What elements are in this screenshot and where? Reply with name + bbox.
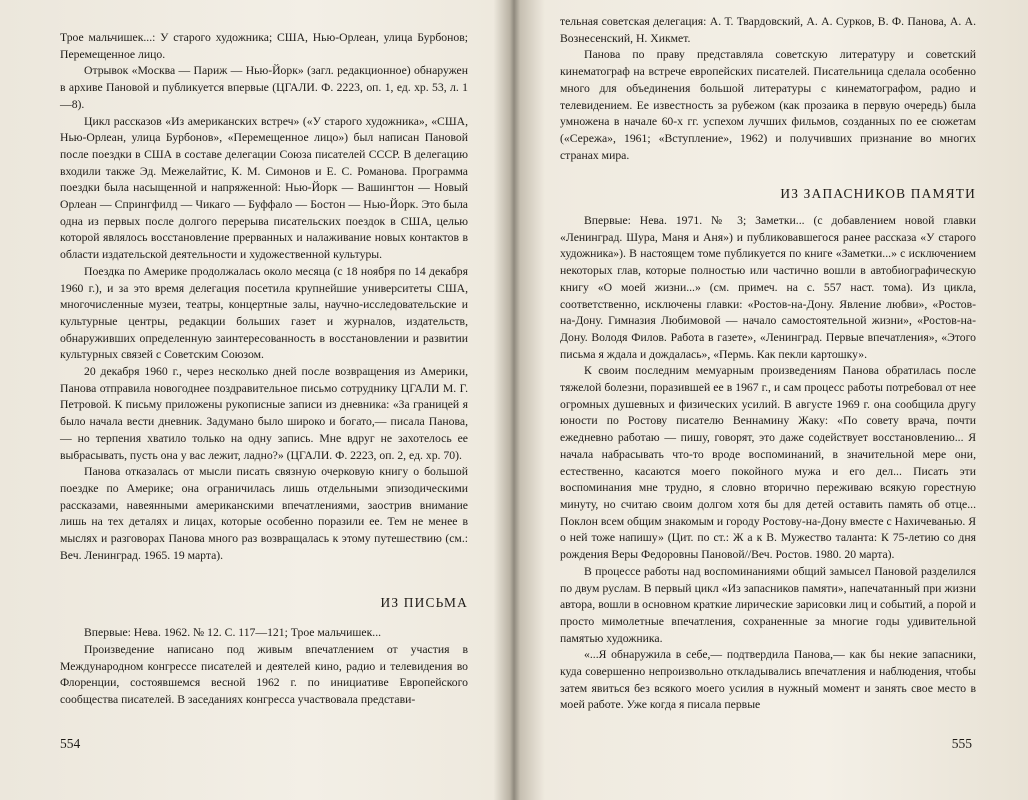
left-paragraph: 20 декабря 1960 г., через несколько дней после возвращения из Америки, Панова отправила новогоднее поздравительное письмо сотруднику ЦГАЛИ М. Г. Петровой. К письму приложены рукописные записи из дневника: «За границей я было начала вести дневник. Задумано было широко и богато,— писала Панова,— но терпения хватило только на одну запись. Мне вдруг не захотелось ее выбрасывать, пусть она у вас лежит, ладно?» (ЦГАЛИ. Ф. 2223, оп. 2, ед. хр. 70).: [60, 365, 468, 462]
left-paragraph: Произведение написано под живым впечатлением от участия в Международном конгрессе писателей и деятелей кино, радио и телевидения во Флоренции, состоявшемся весной 1962 г. по инициативе Европейского сообщества писателей. В заседаниях конгресса участвовала представи-: [60, 642, 468, 707]
left-paragraph: Впервые: Нева. 1962. № 12. С. 117—121; Трое мальчишек...: [84, 626, 382, 640]
section-heading-iz-pisma: ИЗ ПИСЬМА: [380, 594, 468, 610]
left-paragraph: Панова отказалась от мысли писать связную очерковую книгу о большой поездке по Америке; она ограничилась лишь отдельными эпизодическими рассказами, навеянными американскими впечатлениями, заострив внимание лишь на тех деталях и лицах, которые особенно поразили ее. Тем не менее в мыслях и разговорах Панова много раз возвращалась к этому путешествию (см.: Веч. Ленинград. 1965. 19 марта).: [60, 465, 468, 562]
left-page-text: [60, 30, 468, 709]
right-page-text: [560, 14, 976, 714]
right-page: [514, 0, 1028, 800]
page-number-left: 554: [60, 736, 81, 751]
right-paragraph: тельная советская делегация: А. Т. Твардовский, А. А. Сурков, В. Ф. Панова, А. А. Вознесенский, Н. Хикмет.: [560, 15, 976, 45]
left-paragraph: Трое мальчишек...: У старого художника; США, Нью-Орлеан, улица Бурбонов; Перемещенное лицо.: [60, 31, 468, 61]
left-paragraph: Цикл рассказов «Из американских встреч» («У старого художника», «США, Нью-Орлеан, улица Бурбонов», «Перемещенное лицо») был написан Пановой после поездки в США в составе делегации Союза писателей СССР. В делегацию входили также Эд. Межелайтис, К. М. Симонов и Е. С. Романова. Программа поездки была насыщенной и напряженной: Нью-Йорк — Вашингтон — Новый Орлеан — Спрингфилд — Чикаго — Буффало — Бостон — Нью-Йорк. Это была одна из первых после долгого перерыва писательских поездок в США, целью которой являлось восстановление прерванных и налаживание новых контактов в области издательской деятельности и художественной культуры.: [60, 114, 468, 262]
page-number-right: 555: [951, 736, 972, 751]
right-paragraph: К своим последним мемуарным произведениям Панова обратилась после тяжелой болезни, поразившей ее в 1967 г., и сам процесс работы потребовал от нее огромных душевных и физических усилий. В августе 1969 г. она сообщила другу юности по Ростову писателю Веннамину Жаку: «По совету врача, почти ежедневно работаю — пишу, говорят, это даже содействует восстановлению... Я начала набрасывать что-то вроде воспоминаний, в значительной мере они, естественно, касаются моего покойного мужа и его дел... Писать эти воспоминания мне трудно, я словно вторично переживаю всякую горестную минуту, но считаю своим долгом хотя бы для детей оставить память об отце... Поклон всем общим знакомым и городу Ростову-на-Дону вместе с Нахичеванью. Я о ней тоже напишу» (Цит. по ст.: Ж а к В. Мужество таланта: К 75-летию со дня рождения Веры Федоровны Пановой//Веч. Ростов. 1980. 20 марта).: [560, 364, 976, 562]
right-paragraph: В процессе работы над воспоминаниями общий замысел Пановой разделился по двум руслам. В первый цикл «Из запасников памяти», напечатанный при жизни автора, вошли в основном краткие лирические зарисовки лиц и событий, а порой и просто мимолетные впечатления, сохраненные за многие годы удивительной памятью художника.: [560, 564, 976, 645]
right-paragraph: Впервые: Нева. 1971. № 3; Заметки... (с добавлением новой главки «Ленинград. Шура, Маня и Аня») и публиковавшегося ранее рассказа «У старого художника»). В настоящем томе публикуется по книге «Заметки...» с исключением некоторых глав, которые полностью или частично вошли в автобиографическую книгу «О моей жизни...» (см. примеч. на с. 557 наст. тома). Из цикла, соответственно, исключены главки: «Ростов-на-Дону. Явление любви», «Ростов-на-Дону. Гимназия Любимовой — начало самостоятельной жизни», «Ростов-на-Дону. Володя Филов. Работа в газете», «Ленинград. Первые впечатления», «Этого письма я ждала и дождалась», «Пермь. Как пекли картошку».: [560, 214, 976, 361]
section-heading-iz-zapasnikov-pamyati: ИЗ ЗАПАСНИКОВ ПАМЯТИ: [780, 186, 976, 202]
right-paragraph: «...Я обнаружила в себе,— подтвердила Панова,— как бы некие запасники, куда совершенно непроизвольно откладывались впечатления и наблюдения, чтобы затем явиться без всякого моего усилия в нужный момент и занять свое место в моей работе. Уже когда я писала первые: [560, 648, 976, 712]
left-paragraph: Отрывок «Москва — Париж — Нью-Йорк» (загл. редакционное) обнаружен в архиве Пановой и публикуется впервые (ЦГАЛИ. Ф. 2223, оп. 1, ед. хр. 53, л. 1—8).: [60, 64, 468, 111]
left-paragraph: Поездка по Америке продолжалась около месяца (с 18 ноября по 14 декабря 1960 г.), и за это время делегация посетила крупнейшие университеты США, многочисленные музеи, театры, концертные залы, научно-исследовательские и культурные центры, редакции больших газет и журналов, издательств, обнаруживших определенную заинтересованность в восстановлении и развитии культурных связей с Советским Союзом.: [60, 264, 468, 362]
right-paragraph: Панова по праву представляла советскую литературу и советский кинематограф на встрече европейских писателей. Писательница сделала особенно много для объединения большой литературы с кинематографом, радио и телевидением. Ее известность за рубежом (как прозаика в первую очередь) была умножена в начале 60-х гг. успехом лучших фильмов, созданных по ее сюжетам («Сережа», 1961; «Вступление», 1962) и получивших признание во многих странах мира.: [560, 48, 976, 162]
